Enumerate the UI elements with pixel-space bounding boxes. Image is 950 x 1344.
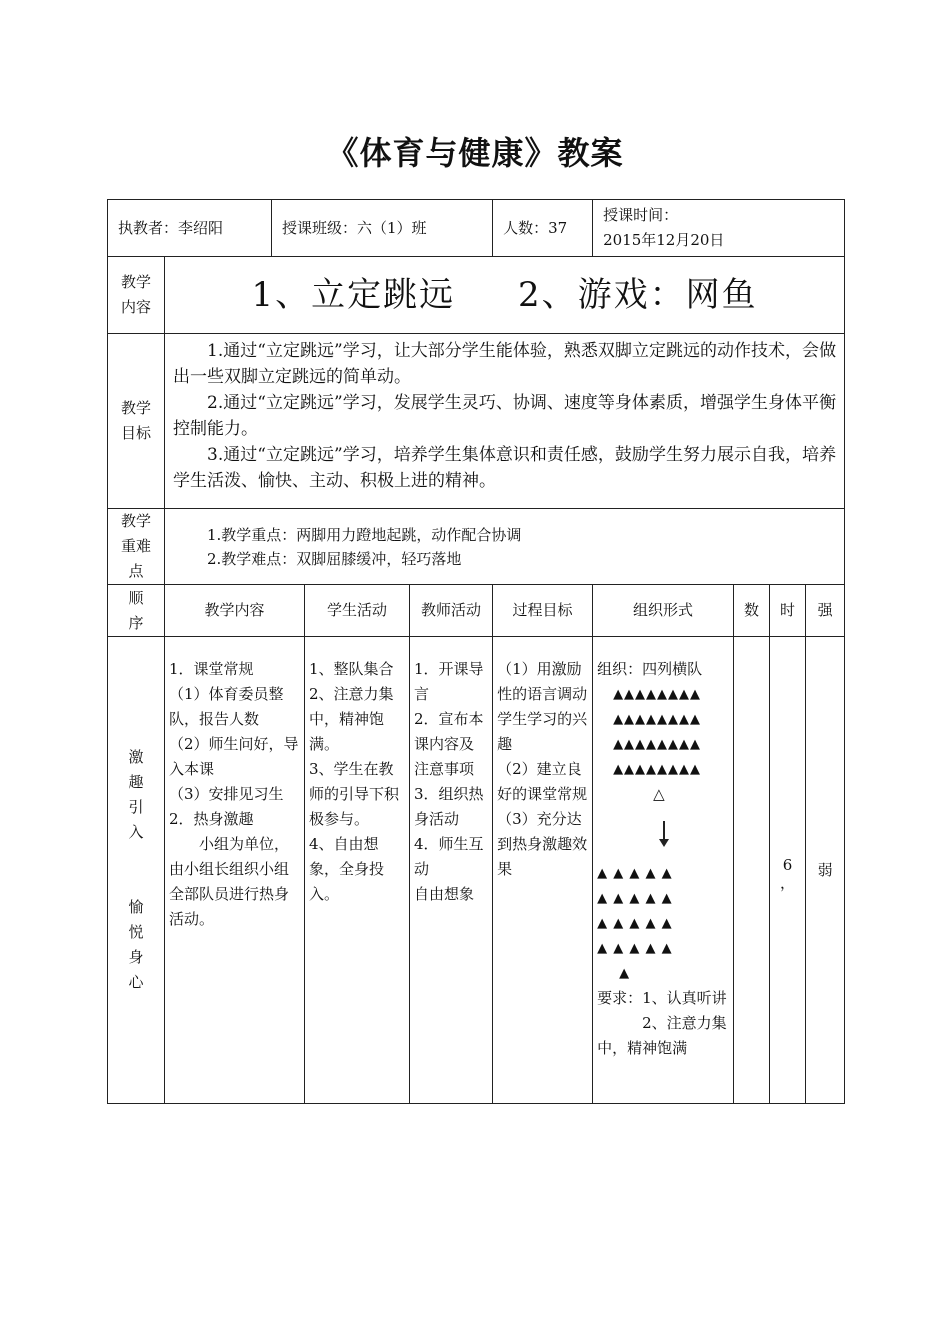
stage-char: 愉 — [128, 898, 144, 916]
stage-cell — [108, 637, 165, 1104]
goals-label-line-2: 目标 — [120, 424, 151, 442]
teacher-activity-cell — [410, 637, 493, 1104]
content-line: （1）体育委员整队，报告人数 — [169, 685, 284, 728]
content-item-2: 2、游戏：网鱼 — [517, 275, 758, 315]
stage-char: 趣 — [128, 773, 144, 791]
stage-char: 入 — [128, 823, 144, 841]
student-activity-cell — [305, 637, 410, 1104]
content-row — [108, 257, 845, 334]
content-item-1: 1、立定跳远 — [251, 275, 456, 315]
teacher-line: 4．师生互动 — [414, 835, 484, 878]
time-value-cell — [770, 637, 806, 1104]
lesson-plan-table — [107, 199, 845, 1104]
keys-label — [108, 509, 165, 585]
time-value-1: 6 — [782, 855, 793, 874]
goal-item: 1.通过“立定跳远”学习，让大部分学生能体验，熟悉双脚立定跳远的动作技术，会做出一些双脚立定跳远的简单动。 — [173, 341, 837, 387]
teacher-marker: ▲ — [619, 966, 631, 981]
header-student-activity: 学生活动 — [305, 585, 410, 637]
formation-row: ▲▲▲▲▲▲▲▲ — [613, 762, 702, 777]
stage-char: 身 — [128, 948, 144, 966]
count-cell — [493, 200, 593, 257]
content-line: 1．课堂常规 — [169, 660, 254, 678]
keys-label-line-2: 重难 — [120, 537, 151, 555]
goal-item: 3.通过“立定跳远”学习，培养学生集体意识和责任感，鼓励学生努力展示自我，培养学生活泼、愉快、主动、积极上进的精神。 — [173, 445, 837, 491]
goal-item: 2.通过“立定跳远”学习，发展学生灵巧、协调、速度等身体素质，增强学生身体平衡控制能力。 — [173, 393, 837, 439]
content-line: （3）安排见习生 — [169, 785, 284, 803]
header-teaching-content: 教学内容 — [165, 585, 305, 637]
stage-char: 激 — [128, 748, 144, 766]
intensity-value-cell: 弱 — [806, 637, 845, 1104]
key-difficulty: 2.教学难点：双脚屈膝缓冲，轻巧落地 — [207, 549, 462, 568]
header-order — [108, 585, 165, 637]
stage-char: 引 — [128, 798, 144, 816]
header-order-line-1: 顺 — [128, 588, 144, 607]
class-cell — [272, 200, 493, 257]
keys-row — [108, 509, 845, 585]
arrow-down-icon — [597, 807, 729, 857]
stage-char: 心 — [128, 973, 144, 991]
student-line: 2、注意力集中，精神饱满。 — [309, 685, 394, 753]
count-text: 人数：37 — [503, 218, 568, 237]
content-label-line-1: 教学 — [120, 273, 151, 291]
formation-row: ▲ ▲ ▲ ▲ ▲ — [597, 916, 673, 931]
goal-line: （3）充分达到热身激趣效果 — [497, 810, 588, 878]
key-focus: 1.教学重点：两脚用力蹬地起跳，动作配合协调 — [207, 525, 522, 544]
student-line: 3、学生在教师的引导下积极参与。 — [309, 760, 400, 828]
time-cell — [593, 200, 845, 257]
teacher-cell — [108, 200, 272, 257]
header-process-goal: 过程目标 — [493, 585, 593, 637]
requirement-2: 2、注意力集中，精神饱满 — [597, 1014, 727, 1057]
lesson-row — [108, 637, 845, 1104]
process-goal-cell — [493, 637, 593, 1104]
formation-row: ▲ ▲ ▲ ▲ ▲ — [597, 941, 673, 956]
formation-row: ▲▲▲▲▲▲▲▲ — [613, 712, 702, 727]
organization-cell — [593, 637, 734, 1104]
count-value-cell — [734, 637, 770, 1104]
header-teacher-activity: 教师活动 — [410, 585, 493, 637]
teacher-marker: △ — [653, 785, 665, 803]
header-organization: 组织形式 — [593, 585, 734, 637]
time-label: 授课时间： — [603, 206, 679, 224]
info-row — [108, 200, 845, 257]
teacher-line: 2．宣布本课内容及注意事项 — [414, 710, 484, 778]
content-line: （2）师生问好，导入本课 — [169, 735, 299, 778]
formation-row: ▲ ▲ ▲ ▲ ▲ — [597, 891, 673, 906]
time-value: 2015年12月20日 — [603, 231, 725, 249]
requirement-1: 要求：1、认真听讲 — [597, 989, 727, 1007]
goals-label — [108, 334, 165, 509]
time-value-2: ， — [780, 873, 796, 892]
header-row — [108, 585, 845, 637]
teacher-text: 执教者：李绍阳 — [118, 218, 224, 237]
teacher-line: 3．组织热身活动 — [414, 785, 484, 828]
teacher-line: 自由想象 — [414, 885, 475, 903]
teacher-line: 1．开课导言 — [414, 660, 484, 703]
goals-label-line-1: 教学 — [120, 399, 151, 417]
teaching-content-cell — [165, 637, 305, 1104]
student-line: 1、整队集合 — [309, 660, 394, 678]
content-label-line-2: 内容 — [120, 298, 151, 316]
content-items — [165, 257, 845, 334]
page-title: 《体育与健康》教案 — [326, 134, 624, 172]
student-line: 4、自由想象，全身投入。 — [309, 835, 385, 903]
header-intensity: 强 — [806, 585, 845, 637]
goal-line: （1）用激励性的语言调动学生学习的兴趣 — [497, 660, 588, 753]
formation-row: ▲ ▲ ▲ ▲ ▲ — [597, 866, 673, 881]
header-time: 时 — [770, 585, 806, 637]
org-title: 组织：四列横队 — [597, 660, 703, 678]
goals-text — [165, 334, 845, 509]
formation-row: ▲▲▲▲▲▲▲▲ — [613, 737, 702, 752]
content-line: 2．热身激趣 — [169, 810, 254, 828]
keys-label-line-3: 点 — [128, 562, 144, 580]
header-order-line-2: 序 — [128, 613, 144, 632]
keys-text — [165, 509, 845, 585]
goals-row — [108, 334, 845, 509]
content-label — [108, 257, 165, 334]
class-text: 授课班级：六（1）班 — [282, 218, 427, 237]
header-count: 数 — [734, 585, 770, 637]
goal-line: （2）建立良好的课堂常规 — [497, 760, 588, 803]
formation-row: ▲▲▲▲▲▲▲▲ — [613, 687, 702, 702]
stage-char: 悦 — [128, 923, 144, 941]
keys-label-line-1: 教学 — [120, 512, 151, 530]
content-line: 小组为单位，由小组长组织小组全部队员进行热身活动。 — [169, 835, 290, 928]
